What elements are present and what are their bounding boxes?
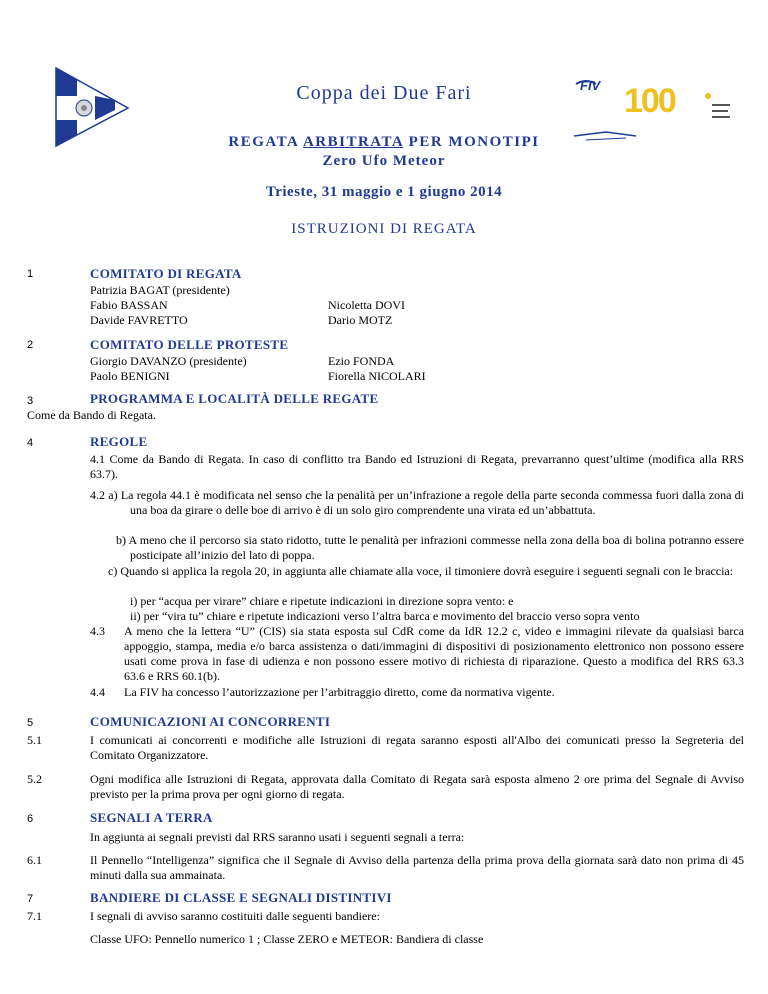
rule-number: 4.4 [90, 685, 105, 699]
event-date: Trieste, 31 maggio e 1 giugno 2014 [265, 184, 503, 200]
section-number: 1 [27, 268, 34, 280]
rule-5-1: I comunicati ai concorrenti e modifiche alle Istruzioni di regata saranno esposti all'Albo dei comunicati presso la Segreteria del Comitato Organizzatore. [90, 733, 744, 762]
section-heading: REGOLE [90, 434, 148, 449]
rule-6-1: Il Pennello “Intelligenza” significa che il Segnale di Avviso della partenza della prima prova della giornata sarà dato non prima di 45 minuti dalla sua ammainata. [90, 853, 744, 882]
rule-4-2b: b) A meno che il percorso sia stato ridotto, tutte le penalità per infrazioni commesse nella zona della boa di bolina potranno essere posticipate all’inizio del lato di poppa. [116, 533, 744, 562]
rule-4-2a: 4.2 a) La regola 44.1 è modificata nel senso che la penalità per un’infrazione a regole della parte seconda commessa fuori dalla zona di una boa da girare o delle boe di arrivo è di un solo giro comprendente una virata ed un’abbattuta. [90, 488, 744, 517]
section-heading: BANDIERE DI CLASSE E SEGNALI DISTINTIVI [90, 890, 392, 905]
rule-7-1-detail: Classe UFO: Pennello numerico 1 ; Classe ZERO e METEOR: Bandiera di classe [90, 932, 484, 946]
rule-number: 5.2 [27, 772, 42, 786]
committee-right-list: Nicoletta DOVI Dario MOTZ [328, 298, 405, 327]
rule-4-2c-ii: ii) per “vira tu” chiare e ripetute indicazioni verso l’altra barca e movimento del braccio verso sopra vento [130, 609, 640, 623]
section-heading: COMUNICAZIONI AI CONCORRENTI [90, 714, 331, 729]
rule-number: 6.1 [27, 853, 42, 867]
section-number: 6 [27, 813, 34, 825]
event-classes: Zero Ufo Meteor [322, 153, 446, 169]
rule-7-1: I segnali di avviso saranno costituiti dalle seguenti bandiere: [90, 909, 380, 923]
committee-left-list: Patrizia BAGAT (presidente) Fabio BASSAN Davide FAVRETTO [90, 283, 230, 327]
rule-4-4: La FIV ha concesso l’autorizzazione per l’arbitraggio diretto, come da normativa vigente. [124, 685, 555, 699]
section-heading: PROGRAMMA E LOCALITÀ DELLE REGATE [90, 391, 379, 406]
protest-left-list: Giorgio DAVANZO (presidente) Paolo BENIGNI [90, 354, 247, 383]
event-subtitle: REGATA ARBITRATA PER MONOTIPI [228, 134, 540, 150]
event-title: Coppa dei Due Fari [296, 82, 472, 104]
section-intro: In aggiunta ai segnali previsti dal RRS saranno usati i seguenti segnali a terra: [90, 830, 465, 844]
section-number: 5 [27, 717, 34, 729]
rule-number: 7.1 [27, 909, 42, 923]
document-title: ISTRUZIONI DI REGATA [291, 221, 477, 237]
section-heading: SEGNALI A TERRA [90, 810, 213, 825]
rule-4-1: 4.1 Come da Bando di Regata. In caso di conflitto tra Bando ed Istruzioni di Regata, prevarranno quest’ultime (modifica alla RRS 63.7). [90, 452, 744, 481]
rule-4-2c: c) Quando si applica la regola 20, in aggiunta alle chiamate alla voce, il timoniere dovrà eseguire i seguenti segnali con le braccia: [108, 564, 734, 578]
rule-number: 4.3 [90, 624, 105, 638]
section-text: Come da Bando di Regata. [27, 408, 156, 422]
section-heading: COMITATO DELLE PROTESTE [90, 337, 289, 352]
section-number: 4 [27, 437, 34, 449]
rule-4-3: A meno che la lettera “U” (CIS) sia stata esposta sul CdR come da IdR 12.2 c, video e immagini rilevate da qualsiasi barca appoggio, stampa, media e/o barca assistenza o dati/immagini di dispositivi di posizionamento elettronico non possono essere usati come prova in fase di udienza e non possono essere motivo di richiesta di riparazione. Questo a modifica del RRS 63.3 63.6 e RRS 60.1(b). [124, 624, 744, 683]
fiv-centenary-logo: FIV 100 [566, 76, 756, 146]
section-number: 2 [27, 339, 34, 351]
section-heading: COMITATO DI REGATA [90, 266, 242, 281]
protest-right-list: Ezio FONDA Fiorella NICOLARI [328, 354, 426, 383]
rule-4-2c-i: i) per “acqua per virare” chiare e ripetute indicazioni in direzione sopra vento: e [130, 594, 514, 608]
rule-number: 5.1 [27, 733, 42, 747]
rule-5-2: Ogni modifica alle Istruzioni di Regata, approvata dalla Comitato di Regata sarà esposta almeno 2 ore prima del Segnale di Avviso previsto per la prima prova per ogni giorno di regata. [90, 772, 744, 801]
section-number: 3 [27, 395, 34, 407]
section-number: 7 [27, 893, 34, 905]
